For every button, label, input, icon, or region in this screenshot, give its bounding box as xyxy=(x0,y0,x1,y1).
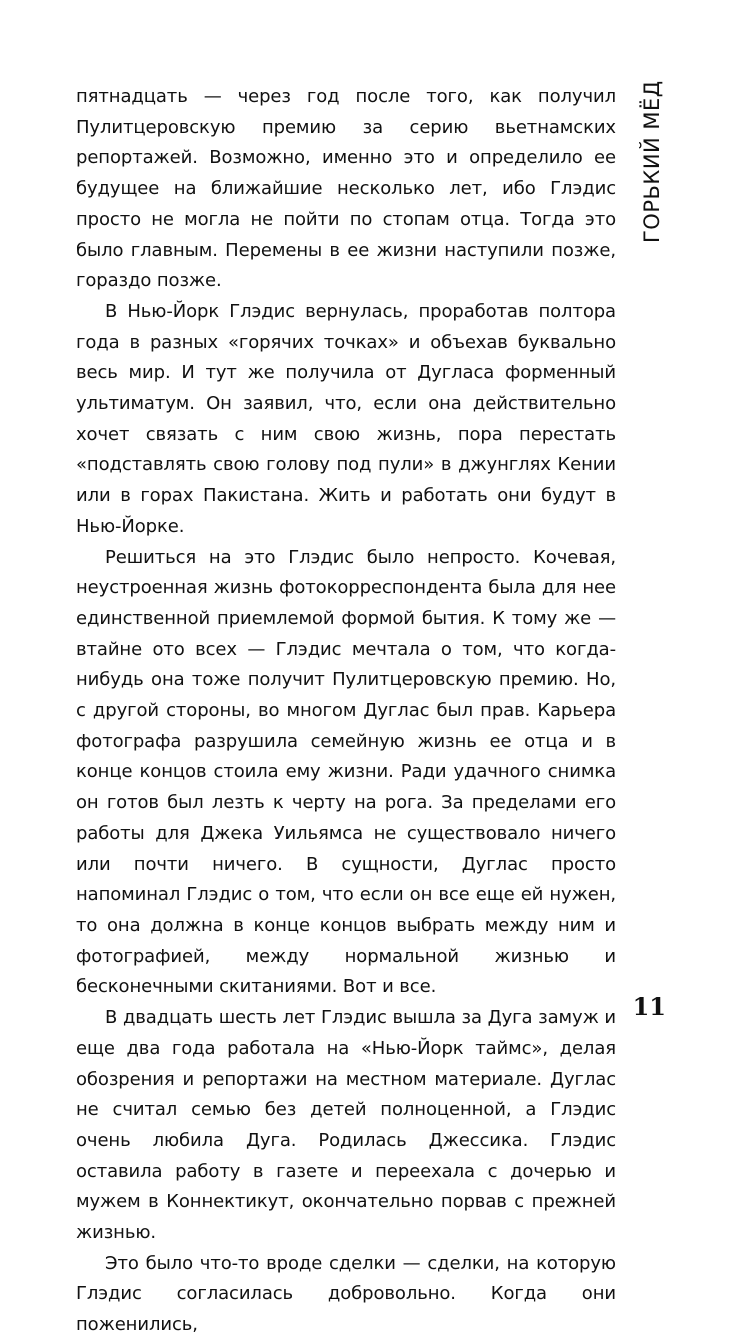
paragraph-3: Решиться на это Глэдис было непросто. Кочевая, неустроенная жизнь фотокорреспондента была для нее единственной приемлемой формой бытия. К тому же — втайне ото всех — Глэдис мечтала о том, что когда-нибудь она тоже получит Пулитцеровскую премию. Но, с другой стороны, во многом Дуглас был прав. Карьера фотографа разрушила семейную жизнь ее отца и в конце концов стоила ему жизни. Ради удачного снимка он готов был лезть к черту на рога. За пределами его работы для Джека Уильямса не существовало ничего или почти ничего. В сущности, Дуглас просто напоминал Глэдис о том, что если он все еще ей нужен, то она должна в конце концов выбрать между ним и фотографией, между нормальной жизнью и бесконечными скитаниями. Вот и все. xyxy=(76,546,616,998)
paragraph-4: В двадцать шесть лет Глэдис вышла за Дуга замуж и еще два года работала на «Нью-Йорк таймс», делая обозрения и репортажи на местном материале. Дуглас не считал семью без детей полноценной, а Глэдис очень любила Дуга. Родилась Джессика. Глэдис оставила работу в газете и переехала с дочерью и мужем в Коннектикут, окончательно порвав с прежней жизнью. xyxy=(76,1007,616,1244)
running-title: ГОРЬКИЙ МЁД xyxy=(640,80,664,243)
paragraph-1: пятнадцать — через год после того, как получил Пулитцеровскую премию за серию вьетнамских репортажей. Возможно, именно это и определило ее будущее на ближайшие несколько лет, ибо Глэдис просто не могла не пойти по стопам отца. Тогда это было главным. Перемены в ее жизни наступили позже, гораздо позже. xyxy=(76,86,616,292)
page-number: 11 xyxy=(632,992,666,1021)
body-text xyxy=(76,82,616,1341)
paragraph-2: В Нью-Йорк Глэдис вернулась, проработав полтора года в разных «горячих точках» и объехав буквально весь мир. И тут же получила от Дугласа форменный ультиматум. Он заявил, что, если она действительно хочет связать с ним свою жизнь, пора перестать «подставлять свою голову под пули» в джунглях Кении или в горах Пакистана. Жить и работать они будут в Нью-Йорке. xyxy=(76,300,616,537)
paragraph-5: Это было что-то вроде сделки — сделки, на которую Глэдис согласилась добровольно. Когда они поженились, xyxy=(76,1252,616,1336)
